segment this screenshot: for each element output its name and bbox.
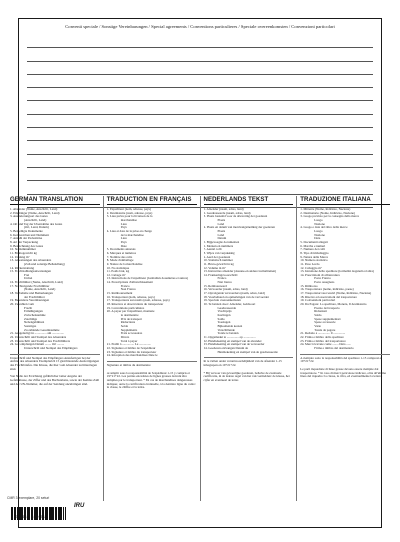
field-label: 12. Cubaggio m³ [300, 266, 322, 270]
field-label: Zwischensumme [24, 314, 46, 318]
field-label: 21. Redatto a ............... il ............... [300, 332, 346, 336]
field-label: 13. Instructions de l'expéditeur (formalités douanières et autres) [106, 277, 189, 281]
field-label: Frais accessoires [120, 332, 143, 336]
field-label: 7. Aantal colli [203, 248, 222, 252]
barcode-digits: 4 012345 678901 [11, 515, 46, 519]
field-label: 1. Afzender (naam, adres, land) [203, 208, 244, 211]
field-label: 21. Opgemaakt te ............... op ............... [203, 335, 256, 339]
field-label: Solde [120, 325, 129, 328]
field-label: 10. Statistiknummer [10, 248, 36, 252]
field-label: 9. Aard der goederen [203, 255, 231, 259]
field-label: 5. Documenti allegati [300, 240, 328, 244]
field-label: 23. Signature et timbre du transporteur [106, 350, 157, 354]
field-label: Suppléments [120, 328, 138, 332]
field-label: marchandise [120, 218, 137, 222]
field-label: 14. Frankeringsvoorschrift [203, 273, 238, 277]
field-label: 6. Marche e numeri [300, 244, 326, 248]
field-label: 11. Bruto-gewicht in kg [203, 262, 234, 266]
field-label: 2. Empfänger (Name, Anschrift, Land) [10, 211, 60, 215]
field-label: 3. Lieu prévu pour la livraison de la [106, 215, 153, 219]
field-label: 3. Luogo previsto per la consegna della merce [300, 215, 360, 219]
column-title: NEDERLANDS TEKST [204, 196, 294, 205]
field-label: Kortingen [217, 314, 231, 318]
field-label: 20. A payer par l'expéditeur, monnaie [106, 310, 155, 314]
field-label: 8. Art der Verpackung [10, 240, 39, 244]
field-label: 14. Rückerstattung [10, 266, 35, 270]
field-label: 24. Goederen ontvangen Datum de [203, 346, 249, 350]
field-label: 6. Marques et numéros [106, 251, 136, 255]
agreement-line [27, 155, 373, 168]
field-label: Saldo [314, 314, 322, 318]
field-label: Prezzo del trasporto [314, 306, 340, 310]
field-label: 18. Réserves et observations du transporteur [106, 303, 164, 307]
field-label: 11. Poids brut, kg [106, 270, 130, 274]
field-label: 2. Destinatario (Nome, Indirizzo, Nazione) [300, 211, 356, 215]
field-label: 14. Prescriptions d'affranchissement [106, 281, 153, 285]
translation-column [200, 196, 297, 501]
field-label: 8. Tipo di imballaggio [300, 251, 329, 255]
field-label: Datum [217, 237, 227, 241]
field-label: Zuschläge [24, 317, 38, 321]
field-label: 16. Trasportatore (nome, indirizzo, paese) [300, 288, 354, 292]
column-notes [204, 357, 294, 383]
field-label: 20. Te betalen door: Afzender, Geldsoort [203, 303, 256, 307]
agreement-line [27, 128, 373, 141]
field-label: Land [217, 222, 225, 226]
field-label: Nazione [314, 233, 325, 237]
column-title: GERMAN TRANSLATION [10, 196, 100, 205]
field-label: 9. Nature de la marchandise [106, 262, 143, 266]
field-label: Frei [24, 273, 30, 277]
agreement-line [27, 75, 373, 88]
special-agreements-header: Convenii speciale / Sonstige Vereinbarungen / Special agreements / Conventions particulieres / Speciale overeenkomsten / Convenzioni particolari [65, 24, 335, 29]
column-notes [10, 354, 100, 387]
field-label: 5. Documents annexés [106, 248, 136, 252]
agreement-line [27, 141, 373, 154]
field-label: Varie [314, 325, 321, 328]
field-label: 22. Signature et timbre de l'expéditeur [106, 346, 156, 350]
field-label: 1. Mittente (Nome, Indirizzo, Nazione) [300, 208, 351, 211]
field-label: 22. Unterschrift und Stempel des Absenders [10, 335, 67, 339]
barcode-bar [65, 507, 66, 520]
field-label: 5. Beigefügte Dokumente [10, 229, 43, 233]
field-label: 15. Rimborso [300, 284, 318, 288]
field-label: Bijkomende kosten [217, 325, 243, 328]
field-label: 15. Remboursement [106, 292, 133, 296]
field-label: 6. Kennzeichen und Nummern [10, 233, 50, 237]
column-note-secondary: Le parti inquadrate di linee grasse devono essere riempite dal trasportatore. * In caso di merci pericolose indicare, oltre all'ultima linea del riquadro: la classe, la cifra, ed eventualmente la lettera. [300, 367, 386, 379]
column-notes [107, 361, 197, 390]
column-note: Unterschrift und Stempel des Empfängers Anzufertigen bei der Anfrist des Absenders Exemplarich 15 gleichlautende Ausfertigungen des Frachtbriefes. Die Klasse, die hier vom Absender zu hinterlegen sind. [10, 355, 100, 371]
agreement-line [27, 101, 373, 114]
agreement-line [27, 181, 373, 194]
field-label: Spese accessorie [314, 321, 336, 325]
field-label: Plaats [217, 229, 226, 233]
field-label: 6. Merken en nummers [203, 244, 234, 248]
field-label: 1. Absender (Name, Anschrift, Land) [10, 208, 58, 211]
field-label: 14. Prescrizioni di affrancatura [300, 273, 340, 277]
field-label: 16. Vervoerder (naam, adres, land) [203, 288, 248, 292]
field-label: 18. Riserve ed osservazioni del trasportatore [300, 295, 357, 299]
field-label: Saldo [217, 317, 225, 321]
field-label: Total à payer [120, 339, 138, 343]
field-label: 19. Conventions particulières [106, 306, 145, 310]
field-label: 16. Transporteur (nom, adresse, pays) [106, 295, 155, 299]
field-label: 13. Instructies afzender (douane-en andere formaliteiten) [203, 270, 277, 274]
field-label: Handtekening en stempel van de geadresseerde [217, 350, 278, 354]
field-label: 3. Plaats bestemd voor de aflevering der goederen [203, 215, 268, 219]
field-label: Toeslagen [217, 321, 231, 325]
translation-column [103, 196, 200, 501]
field-label: Ermäßigungen [24, 310, 43, 314]
field-label: 7. Numero dei colli [300, 248, 326, 252]
field-label: 5. Bijgevoegde documenten [203, 240, 240, 244]
field-label: de la marchandise [120, 233, 144, 237]
field-label: 20. Zu zahlen vom [10, 303, 34, 307]
field-label: Geadresseerde [217, 306, 237, 310]
field-label: 20. Da Pagare: Lo speditore, Moneta, Il destinatario [300, 303, 367, 307]
field-label: 10. Numero statistico [300, 259, 328, 263]
field-label: Unterschrift und Stempel des Empfängers [24, 346, 78, 350]
field-label: Porto Franco [314, 277, 331, 281]
field-label: Data [314, 237, 321, 241]
column-title: TRADUZIONE ITALIANA [300, 196, 390, 205]
field-label: 15. Frachtzahlungsanweisungen [10, 270, 51, 274]
field-label: 4. Luogo e data del ritiro della merce [300, 226, 348, 230]
field-label: le destinataire [120, 314, 139, 318]
field-label: (Anschrift, Land) [24, 218, 47, 222]
field-label: 24. Merci ricevute come ........ Data ...... [300, 343, 351, 347]
field-label: 11. Bruttogewicht kg [10, 251, 37, 255]
iru-logo: IRU [74, 503, 85, 509]
field-label: Réductions [120, 321, 136, 325]
field-label: 12. Volume in m³ [203, 266, 226, 270]
column-note: In te vullen onder verantwoordelijkheid van de afzender 1-15 inbegrepen en 19+21+22. [203, 359, 282, 367]
field-label: Franco [217, 277, 227, 281]
field-label: 10. Statistisch nummer [203, 259, 233, 263]
field-label: Franco [120, 284, 130, 288]
field-label: 3. Auslieferungsort des Gutes [10, 215, 48, 219]
field-label: Porto assegnato [314, 281, 335, 285]
field-label: 8. Mode d'emballage [106, 259, 134, 263]
translation-column [296, 196, 393, 501]
field-label: 23. Handtekening en stempel van de vervoerder [203, 343, 265, 347]
field-label: Fracht [24, 306, 33, 310]
field-label: 1. Expéditeur (nom, adresse, pays) [106, 208, 151, 211]
field-label: 7. Anzahl der Packstücke [10, 237, 43, 241]
field-label: Zu zahlende Gesamtsumme [24, 328, 60, 332]
agreement-line [27, 62, 373, 75]
field-label: 2. Geadresseerde (naam, adres, land) [203, 211, 251, 215]
field-label: Firma e timbro del destinatario [314, 346, 354, 350]
field-label: Unfrei [24, 277, 33, 281]
field-label: 21. Etabli à ............... Le ............... [106, 343, 152, 347]
column-note-secondary: A remplir sous la responsabilité de l'expéditeur 1-15 y compris et 19+21+22. Les parties encadrées de lignes grasses doivent être remplies par le transporteur. * En cas de marchandises dangereuses indiquer, outre la certification éventuelle, à la dernière ligne du cadre: la classe, le chiffre et la lettre. [106, 370, 196, 390]
field-label: 17. Transporteurs successifs (nom, adresse, pays) [106, 299, 170, 303]
field-label: 7. Nombre des colis [106, 255, 133, 259]
field-label: Verschillende [217, 328, 235, 332]
field-label: 24. Gut empfangen Datum ........ Ort ......... [10, 343, 65, 347]
field-label: Date [120, 244, 127, 248]
field-label: 17. Trasportatori successivi (Nome, Indirizzo, Nazione) [300, 292, 372, 296]
field-label: Prix de transport [120, 317, 142, 321]
field-label: 18. Voorbehoud en opmerkingen van de vervoerder [203, 295, 269, 299]
field-label: 4. Ort und Tag der Übernahme des Gutes [10, 222, 63, 226]
field-label: Totale te betalen [217, 332, 239, 336]
special-agreements-lines [27, 35, 373, 208]
form-code: CMR 3 exemplare, 20 seturi [7, 496, 50, 500]
field-label: Vrachtprijs [217, 310, 232, 314]
column-note: Signature et timbre du destinataire [106, 362, 151, 367]
translation-column [7, 196, 103, 501]
translations-table [7, 196, 393, 501]
field-label: 9. Bezeichnung des Gutes [10, 244, 44, 248]
field-label: Nazione [314, 222, 325, 226]
field-label: 19. Besondere Vereinbarungen [10, 299, 50, 303]
field-label: (Name, Anschrift, Land) [24, 288, 56, 292]
field-label: (Zoll-und sonstige Behandlung) [24, 262, 65, 266]
field-label: 23. Firma e timbro del trasportatore [300, 339, 346, 343]
agreement-line [27, 35, 373, 48]
field-label: Nebengebühren [24, 321, 45, 325]
field-label: (Ort, Land, Datum) [24, 226, 49, 230]
field-label: 19. Convenzioni particolari [300, 299, 336, 303]
field-label: Pays [120, 240, 127, 244]
field-label: Luogo [314, 218, 323, 222]
field-label: Totale da pagare [314, 328, 336, 332]
field-label: 17. Opvolgende vervoerders (naam, adres, land) [203, 292, 265, 296]
field-label: Luogo [314, 229, 323, 233]
field-label: 8. Wijze van verpakking [203, 251, 235, 255]
field-label: Spese supplementari [314, 317, 341, 321]
field-label: 10. No statistique [106, 266, 130, 270]
field-label: der Frachtführer [24, 295, 45, 299]
agreement-line [27, 115, 373, 128]
field-label: 13. Anweisungen des Absenders [10, 259, 52, 263]
column-note: A riempire sotto la responsabilità del speditore 1-15 compresi e 19+21+22. [300, 355, 382, 364]
agreement-line [27, 88, 373, 101]
agreement-line [27, 48, 373, 61]
field-label: 23. Unterschrift und Stempel des Frachtführers [10, 339, 71, 343]
field-label: 12. Umfang m³ [10, 255, 30, 259]
field-label: Non Franco [120, 288, 136, 292]
field-label: 24. Réception des marchandises Date le [106, 354, 158, 358]
field-label: 11. Peso Lordo [300, 262, 320, 266]
field-label: Divers [120, 335, 130, 339]
field-label: 2. Destinataire (nom, adresse, pays) [106, 211, 153, 215]
field-label: Plaats [217, 218, 226, 222]
column-note-secondary: Von Nolle der Errichtung gefährlicher Güter Angabe der Gefahrklasse, der Ziffer und des Buchstabens, sowie der Kemler-Zahl und der UN-Nummer, die auf der Sendung anzubringen sind. [10, 374, 100, 386]
field-label: 16. Frachtführer (Name, Anschrift, Land) [10, 281, 63, 285]
field-label: Lieu [120, 237, 127, 241]
field-label: 13. Istruzione dello speditore (formalità doganali ed altre) [300, 270, 375, 274]
field-label: 19. Speciale overeenkomsten [203, 299, 241, 303]
field-label: 4. Lieu et date de la prise en charge [106, 229, 152, 233]
column-note-secondary: * Bij vervoer van gevaarlijke goederen, behalve de eventuele certificatie, in de laatste regel van het vak vermelden: de klasse, het cijfer en eventueel de letter. [203, 370, 290, 383]
field-label: Niet franco [217, 281, 232, 285]
field-label: Sonstiges [24, 325, 37, 328]
field-label: 4. Plaats en datum van inontvangstneming der goederen [203, 226, 275, 230]
column-notes [300, 354, 390, 380]
field-label: 21. Ausgefertigt in ............... am ............... [10, 332, 65, 336]
field-label: 18. Vorbehalte und Bemerkungen [10, 292, 53, 296]
field-label: Lieu [120, 222, 127, 226]
column-title: TRADUCTION EN FRANÇAIS [107, 196, 197, 205]
field-label: 15. Rembourseerd [203, 284, 227, 288]
field-label: 12. Cubage m³ [106, 273, 126, 277]
field-label: Land [217, 233, 225, 237]
field-label: 22. Handtekening en stempel van de afzender [203, 339, 262, 343]
field-label: Riduzioni [314, 310, 327, 314]
field-label: 9. Natura della Merce [300, 255, 329, 259]
agreement-line [27, 168, 373, 181]
field-label: 17. Nachfolgende Frachtführer [10, 284, 50, 288]
field-label: Pays [120, 226, 127, 230]
field-label: 22. Firma e timbro dello speditore [300, 335, 344, 339]
